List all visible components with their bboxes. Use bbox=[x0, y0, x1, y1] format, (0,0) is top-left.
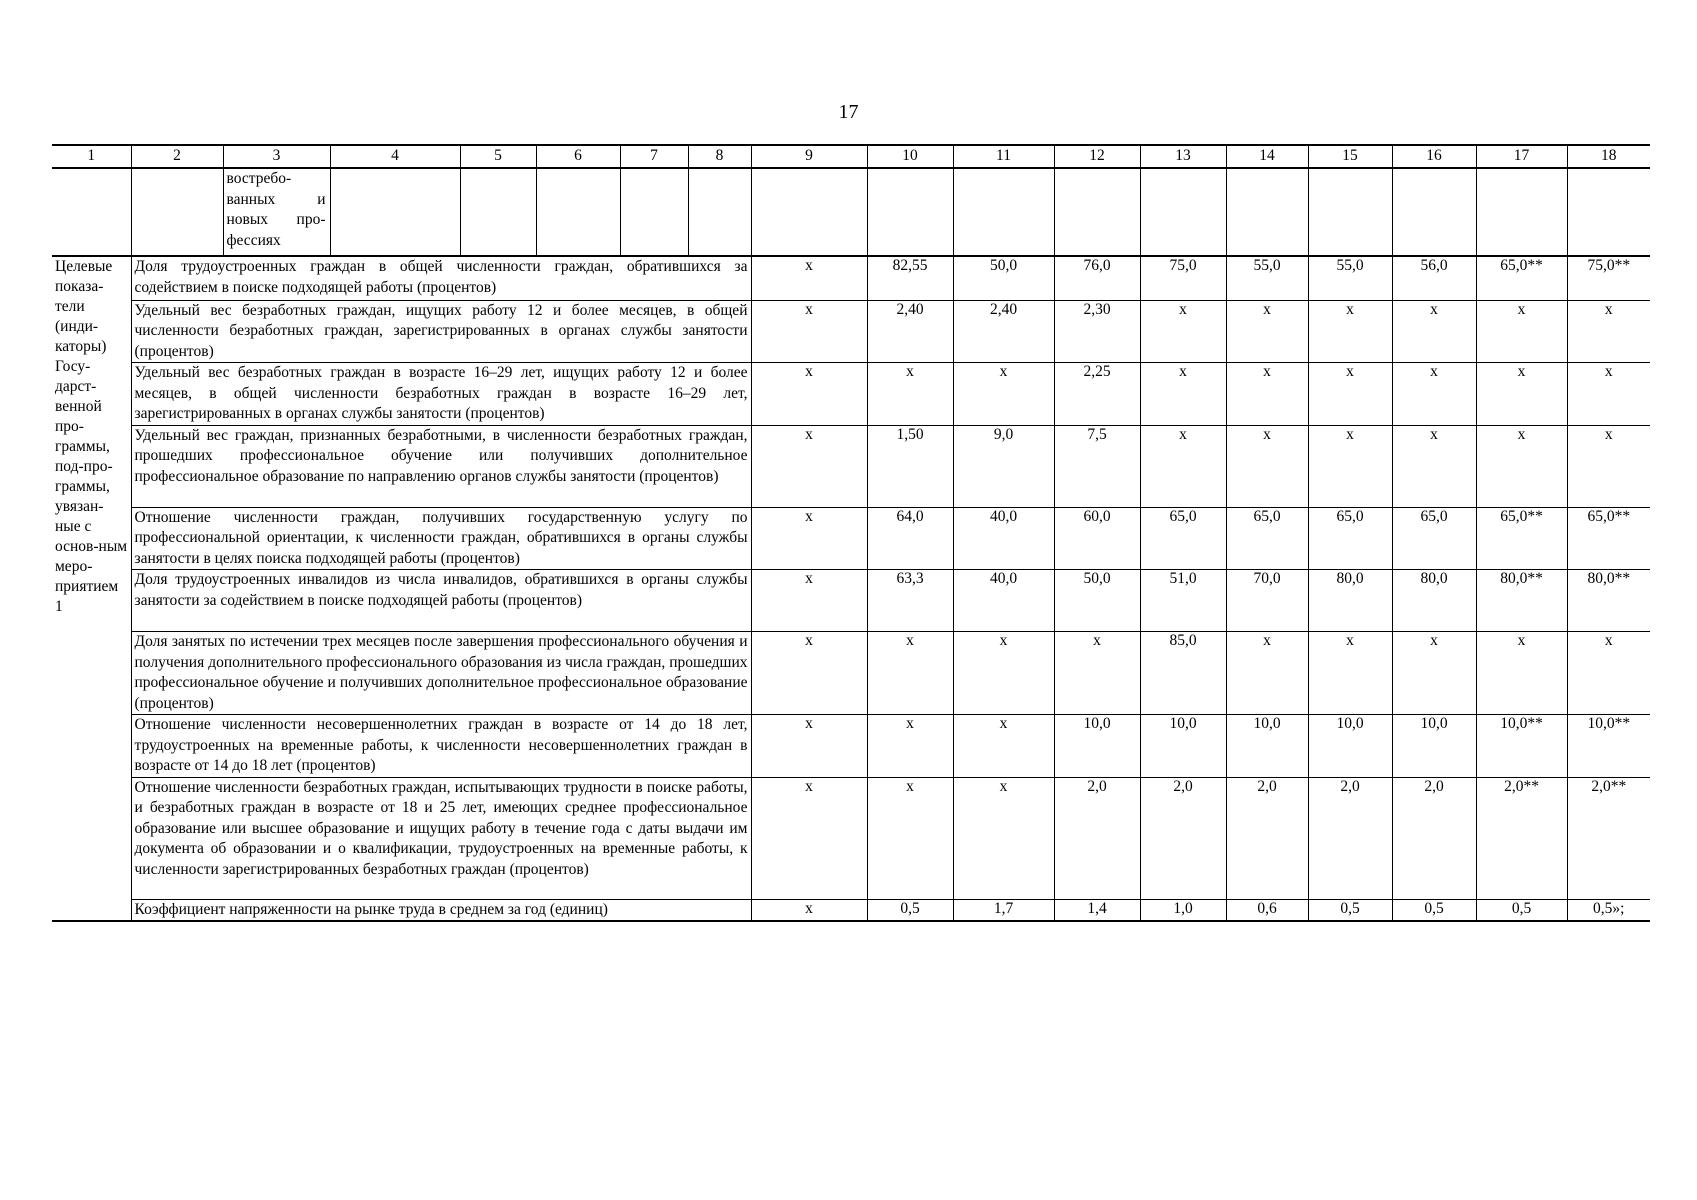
column-header-9: 9 bbox=[751, 145, 867, 168]
indicator-row bbox=[52, 632, 1650, 715]
indicator-row bbox=[52, 777, 1650, 899]
indicator-value-col12: х bbox=[1054, 632, 1140, 715]
indicator-row bbox=[52, 363, 1650, 426]
indicator-value-col11: х bbox=[953, 632, 1054, 715]
indicator-value-col14: 2,0 bbox=[1226, 777, 1308, 899]
indicator-value-col11: 50,0 bbox=[953, 256, 1054, 300]
column-header-18: 18 bbox=[1567, 145, 1650, 168]
indicators-table bbox=[52, 144, 1650, 922]
indicator-value-col18: 65,0** bbox=[1567, 507, 1650, 570]
indicator-value-col16: 2,0 bbox=[1392, 777, 1476, 899]
cell-c13 bbox=[1140, 168, 1226, 256]
indicator-value-col17: х bbox=[1476, 632, 1567, 715]
indicator-value-col15: х bbox=[1308, 363, 1392, 426]
indicator-value-col13: 75,0 bbox=[1140, 256, 1226, 300]
indicator-value-col15: 10,0 bbox=[1308, 715, 1392, 778]
indicator-value-col9: х bbox=[751, 363, 867, 426]
indicator-value-col9: х bbox=[751, 570, 867, 632]
indicator-value-col10: 64,0 bbox=[867, 507, 953, 570]
indicator-value-col14: х bbox=[1226, 632, 1308, 715]
column-header-3: 3 bbox=[223, 145, 330, 168]
cell-c12 bbox=[1054, 168, 1140, 256]
indicator-name: Удельный вес граждан, признанных безработными, в численности безработных граждан, прошедших профессиональное обучение или получивших дополнительное профессиональное образование по направлению органов службы занятости (процентов) bbox=[131, 425, 751, 507]
indicator-value-col16: 0,5 bbox=[1392, 899, 1476, 921]
indicator-value-col13: 85,0 bbox=[1140, 632, 1226, 715]
indicator-value-col15: х bbox=[1308, 632, 1392, 715]
cell-c7 bbox=[620, 168, 688, 256]
indicator-value-col10: 82,55 bbox=[867, 256, 953, 300]
indicator-value-col15: 0,5 bbox=[1308, 899, 1392, 921]
indicator-value-col14: 70,0 bbox=[1226, 570, 1308, 632]
column-header-6: 6 bbox=[536, 145, 620, 168]
indicator-value-col11: 40,0 bbox=[953, 570, 1054, 632]
indicator-value-col16: х bbox=[1392, 632, 1476, 715]
indicator-value-col9: х bbox=[751, 425, 867, 507]
indicator-value-col17: х bbox=[1476, 300, 1567, 363]
indicator-value-col17: 80,0** bbox=[1476, 570, 1567, 632]
indicator-value-col9: х bbox=[751, 632, 867, 715]
indicator-value-col9: х bbox=[751, 777, 867, 899]
indicator-value-col18: 10,0** bbox=[1567, 715, 1650, 778]
column-header-17: 17 bbox=[1476, 145, 1567, 168]
indicator-value-col15: 2,0 bbox=[1308, 777, 1392, 899]
column-header-2: 2 bbox=[131, 145, 223, 168]
indicator-value-col12: 10,0 bbox=[1054, 715, 1140, 778]
indicator-name: Удельный вес безработных граждан в возрасте 16–29 лет, ищущих работу 12 и более месяцев, в общей численности безработных граждан в возрасте 16–29 лет, зарегистрированных в органах службы занятости (процентов) bbox=[131, 363, 751, 426]
indicator-value-col9: х bbox=[751, 715, 867, 778]
cell-c1 bbox=[52, 168, 131, 256]
cell-c6 bbox=[536, 168, 620, 256]
indicator-value-col11: 1,7 bbox=[953, 899, 1054, 921]
column-header-13: 13 bbox=[1140, 145, 1226, 168]
indicator-value-col10: 2,40 bbox=[867, 300, 953, 363]
cell-c2 bbox=[131, 168, 223, 256]
column-header-15: 15 bbox=[1308, 145, 1392, 168]
indicator-value-col16: х bbox=[1392, 300, 1476, 363]
indicator-row bbox=[52, 300, 1650, 363]
indicator-value-col15: х bbox=[1308, 300, 1392, 363]
cell-c10 bbox=[867, 168, 953, 256]
indicator-value-col14: х bbox=[1226, 425, 1308, 507]
indicator-value-col18: 75,0** bbox=[1567, 256, 1650, 300]
indicator-value-col18: 80,0** bbox=[1567, 570, 1650, 632]
indicator-row bbox=[52, 507, 1650, 570]
indicator-name: Отношение численности граждан, получивших государственную услугу по профессиональной ориентации, к численности граждан, обратившихся в органы службы занятости в целях поиска подходящей работы (процентов) bbox=[131, 507, 751, 570]
indicator-value-col15: 55,0 bbox=[1308, 256, 1392, 300]
cell-c15 bbox=[1308, 168, 1392, 256]
indicator-value-col17: х bbox=[1476, 363, 1567, 426]
cell-c11 bbox=[953, 168, 1054, 256]
column-header-row bbox=[52, 145, 1650, 168]
indicator-value-col15: 80,0 bbox=[1308, 570, 1392, 632]
indicator-value-col16: 80,0 bbox=[1392, 570, 1476, 632]
indicator-value-col12: 7,5 bbox=[1054, 425, 1140, 507]
indicator-value-col18: х bbox=[1567, 425, 1650, 507]
cell-c9 bbox=[751, 168, 867, 256]
indicator-value-col13: 1,0 bbox=[1140, 899, 1226, 921]
indicator-value-col12: 1,4 bbox=[1054, 899, 1140, 921]
indicator-value-col14: 65,0 bbox=[1226, 507, 1308, 570]
indicator-name: Удельный вес безработных граждан, ищущих работу 12 и более месяцев, в общей численности безработных граждан, зарегистрированных в органах службы занятости (процентов) bbox=[131, 300, 751, 363]
cell-c8 bbox=[688, 168, 751, 256]
indicator-value-col9: х bbox=[751, 300, 867, 363]
indicator-value-col14: 55,0 bbox=[1226, 256, 1308, 300]
indicator-value-col16: 65,0 bbox=[1392, 507, 1476, 570]
column-header-4: 4 bbox=[330, 145, 460, 168]
indicator-value-col9: х bbox=[751, 256, 867, 300]
indicator-value-col11: х bbox=[953, 777, 1054, 899]
cell-c4 bbox=[330, 168, 460, 256]
indicator-value-col18: х bbox=[1567, 363, 1650, 426]
indicator-value-col16: х bbox=[1392, 425, 1476, 507]
indicator-value-col18: 2,0** bbox=[1567, 777, 1650, 899]
column-header-7: 7 bbox=[620, 145, 688, 168]
indicator-row bbox=[52, 256, 1650, 300]
indicator-value-col11: х bbox=[953, 363, 1054, 426]
indicator-value-col16: 10,0 bbox=[1392, 715, 1476, 778]
indicator-value-col12: 50,0 bbox=[1054, 570, 1140, 632]
indicator-value-col9: х bbox=[751, 507, 867, 570]
indicator-value-col12: 60,0 bbox=[1054, 507, 1140, 570]
indicator-row bbox=[52, 425, 1650, 507]
column-header-11: 11 bbox=[953, 145, 1054, 168]
column-header-8: 8 bbox=[688, 145, 751, 168]
indicator-value-col13: х bbox=[1140, 363, 1226, 426]
indicator-value-col10: х bbox=[867, 632, 953, 715]
indicator-value-col18: 0,5»; bbox=[1567, 899, 1650, 921]
indicator-value-col17: 0,5 bbox=[1476, 899, 1567, 921]
cell-c18 bbox=[1567, 168, 1650, 256]
indicator-name: Отношение численности безработных граждан, испытывающих трудности в поиске работы, и безработных граждан в возрасте от 18 и 25 лет, имеющих среднее профессиональное образование или высшее образование и ищущих работу в течение года с даты выдачи им документа об образовании и о квалификации, трудоустроенных на временные работы, к численности зарегистрированных безработных граждан (процентов) bbox=[131, 777, 751, 899]
indicator-value-col18: х bbox=[1567, 632, 1650, 715]
indicator-value-col13: х bbox=[1140, 300, 1226, 363]
cell-c16 bbox=[1392, 168, 1476, 256]
cell-c5 bbox=[460, 168, 536, 256]
group-label: Целевые показа-тели (инди-каторы) Госу-дарст-венной про-граммы, под-про-граммы, увязан-ные с основ-ным меро-приятием 1 bbox=[52, 256, 131, 921]
indicator-value-col12: 76,0 bbox=[1054, 256, 1140, 300]
indicator-name: Доля трудоустроенных инвалидов из числа инвалидов, обратившихся в органы службы занятости за содействием в поиске подходящей работы (процентов) bbox=[131, 570, 751, 632]
indicator-name: Доля занятых по истечении трех месяцев после завершения профессионального обучения и получения дополнительного профессионального образования из числа граждан, прошедших профессиональное обучение и получивших дополнительное профессиональное образование (процентов) bbox=[131, 632, 751, 715]
indicator-value-col10: 0,5 bbox=[867, 899, 953, 921]
indicator-value-col13: 51,0 bbox=[1140, 570, 1226, 632]
indicator-value-col14: 0,6 bbox=[1226, 899, 1308, 921]
indicator-value-col17: 65,0** bbox=[1476, 256, 1567, 300]
indicator-value-col14: 10,0 bbox=[1226, 715, 1308, 778]
indicator-value-col15: 65,0 bbox=[1308, 507, 1392, 570]
indicator-value-col13: 2,0 bbox=[1140, 777, 1226, 899]
indicator-value-col16: 56,0 bbox=[1392, 256, 1476, 300]
cell-c17 bbox=[1476, 168, 1567, 256]
indicator-value-col13: х bbox=[1140, 425, 1226, 507]
indicator-value-col17: 65,0** bbox=[1476, 507, 1567, 570]
indicator-value-col17: 2,0** bbox=[1476, 777, 1567, 899]
cell-c3: востребо-ванных и новых про-фессиях bbox=[223, 168, 330, 256]
indicator-value-col13: 65,0 bbox=[1140, 507, 1226, 570]
indicator-value-col9: х bbox=[751, 899, 867, 921]
indicator-value-col10: 63,3 bbox=[867, 570, 953, 632]
indicator-value-col14: х bbox=[1226, 300, 1308, 363]
indicator-value-col11: х bbox=[953, 715, 1054, 778]
column-header-10: 10 bbox=[867, 145, 953, 168]
page-number: 17 bbox=[838, 101, 859, 123]
indicator-value-col13: 10,0 bbox=[1140, 715, 1226, 778]
indicator-value-col16: х bbox=[1392, 363, 1476, 426]
indicator-value-col14: х bbox=[1226, 363, 1308, 426]
indicator-row bbox=[52, 715, 1650, 778]
column-header-12: 12 bbox=[1054, 145, 1140, 168]
indicator-value-col15: х bbox=[1308, 425, 1392, 507]
indicator-value-col11: 9,0 bbox=[953, 425, 1054, 507]
column-header-16: 16 bbox=[1392, 145, 1476, 168]
indicator-name: Доля трудоустроенных граждан в общей численности граждан, обратившихся за содействием в поиске подходящей работы (процентов) bbox=[131, 256, 751, 300]
column-header-5: 5 bbox=[460, 145, 536, 168]
indicator-name: Отношение численности несовершеннолетних граждан в возрасте от 14 до 18 лет, трудоустроенных на временные работы, к численности несовершеннолетних граждан в возрасте от 14 до 18 лет (процентов) bbox=[131, 715, 751, 778]
indicator-value-col11: 2,40 bbox=[953, 300, 1054, 363]
cell-c14 bbox=[1226, 168, 1308, 256]
indicator-value-col18: х bbox=[1567, 300, 1650, 363]
indicator-value-col10: 1,50 bbox=[867, 425, 953, 507]
indicator-value-col11: 40,0 bbox=[953, 507, 1054, 570]
indicator-value-col17: х bbox=[1476, 425, 1567, 507]
indicator-name: Коэффициент напряженности на рынке труда в среднем за год (единиц) bbox=[131, 899, 751, 921]
indicator-value-col10: х bbox=[867, 363, 953, 426]
indicator-value-col12: 2,0 bbox=[1054, 777, 1140, 899]
continued-row bbox=[52, 168, 1650, 256]
indicator-value-col10: х bbox=[867, 777, 953, 899]
indicator-value-col12: 2,25 bbox=[1054, 363, 1140, 426]
indicator-row bbox=[52, 899, 1650, 921]
indicator-row bbox=[52, 570, 1650, 632]
indicator-value-col12: 2,30 bbox=[1054, 300, 1140, 363]
column-header-14: 14 bbox=[1226, 145, 1308, 168]
column-header-1: 1 bbox=[52, 145, 131, 168]
indicator-value-col17: 10,0** bbox=[1476, 715, 1567, 778]
indicator-value-col10: х bbox=[867, 715, 953, 778]
